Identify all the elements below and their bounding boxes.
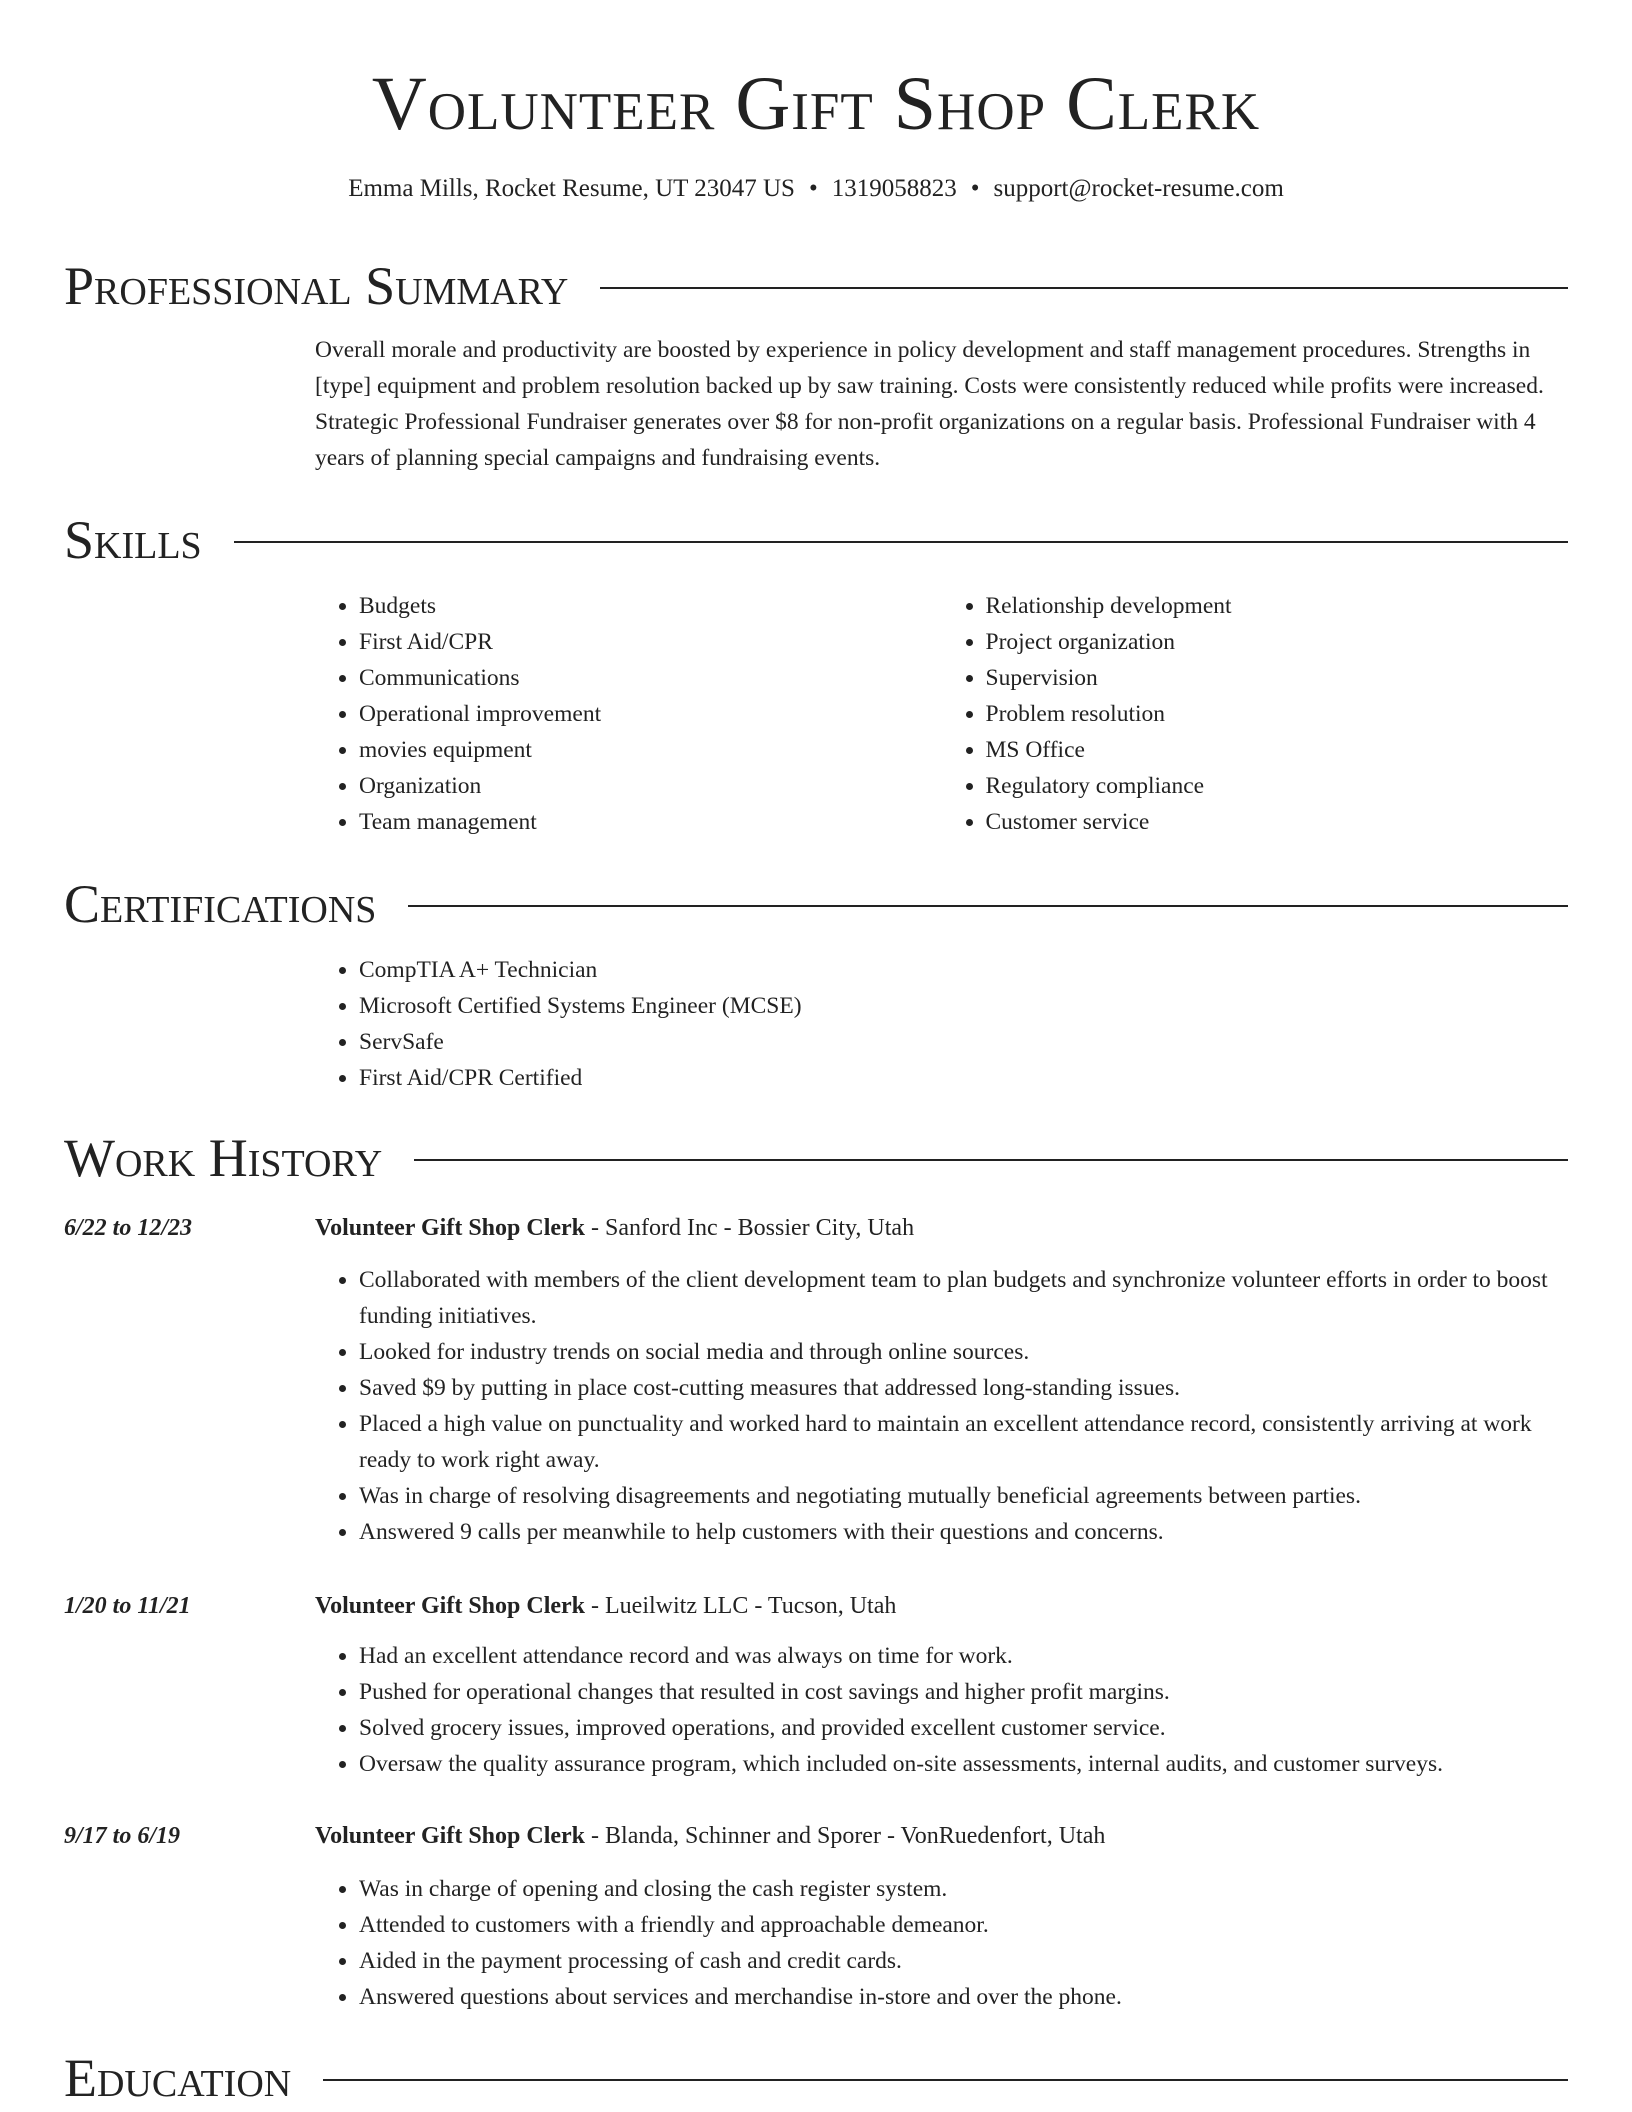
job-duty: • Oversaw the quality assurance program, which included on-site assessments, internal audits, and customer surveys. <box>359 1746 1568 1782</box>
job-heading <box>315 1818 1105 1854</box>
job-duty: • Had an excellent attendance record and was always on time for work. <box>359 1638 1568 1674</box>
job-details: - Lueilwitz LLC - Tucson, Utah <box>585 1593 897 1619</box>
education-section <box>64 2046 1568 2110</box>
skill-item: • Budgets <box>359 588 942 624</box>
contact-separator: • <box>808 175 818 202</box>
job-entry <box>64 1210 1568 1550</box>
skill-item: • Team management <box>359 804 942 840</box>
skill-item: • Operational improvement <box>359 696 942 732</box>
contact-phone: 1319058823 <box>831 175 957 202</box>
job-header <box>64 1588 1568 1624</box>
contact-line <box>0 174 1632 204</box>
skill-item: • Organization <box>359 768 942 804</box>
job-header <box>64 1210 1568 1246</box>
summary-heading: Professional Summary <box>64 256 569 316</box>
job-duties-list <box>315 1262 1568 1550</box>
skills-list-right <box>942 588 1569 840</box>
skills-heading: Skills <box>64 510 202 570</box>
resume-title: Volunteer Gift Shop Clerk <box>371 62 1261 146</box>
certifications-section <box>64 872 1568 1096</box>
job-duties-list <box>315 1871 1568 2015</box>
job-duty: • Was in charge of resolving disagreements and negotiating mutually beneficial agreements between parties. <box>359 1478 1568 1514</box>
section-divider <box>408 905 1568 907</box>
summary-section <box>64 254 1568 476</box>
certifications-list <box>315 952 1568 1096</box>
job-entry <box>64 1588 1568 1782</box>
work-history-heading: Work History <box>64 1128 383 1188</box>
job-duty: • Solved grocery issues, improved operations, and provided excellent customer service. <box>359 1710 1568 1746</box>
job-duty: • Collaborated with members of the client development team to plan budgets and synchronize volunteer efforts in order to boost funding initiatives. <box>359 1262 1568 1334</box>
contact-separator: • <box>970 175 980 202</box>
job-duty: • Pushed for operational changes that resulted in cost savings and higher profit margins. <box>359 1674 1568 1710</box>
job-duties <box>315 1262 1568 1550</box>
skill-item: • Project organization <box>986 624 1569 660</box>
skill-item: • First Aid/CPR <box>359 624 942 660</box>
certification-item: • First Aid/CPR Certified <box>359 1060 1568 1096</box>
job-duty: • Attended to customers with a friendly and approachable demeanor. <box>359 1907 1568 1943</box>
skills-grid <box>315 588 1568 840</box>
skill-item: • Communications <box>359 660 942 696</box>
section-divider <box>414 1159 1568 1161</box>
job-header <box>64 1818 1568 1854</box>
job-heading <box>315 1588 896 1624</box>
certification-item: • Microsoft Certified Systems Engineer (MCSE) <box>359 988 1568 1024</box>
job-duty: • Answered questions about services and merchandise in-store and over the phone. <box>359 1979 1568 2015</box>
section-divider <box>234 541 1568 543</box>
job-duty: • Was in charge of opening and closing the cash register system. <box>359 1871 1568 1907</box>
certifications-body <box>315 952 1568 1096</box>
job-duty: • Answered 9 calls per meanwhile to help customers with their questions and concerns. <box>359 1514 1568 1550</box>
skill-item: • Customer service <box>986 804 1569 840</box>
job-entry <box>64 1818 1568 2015</box>
job-duty: • Placed a high value on punctuality and worked hard to maintain an excellent attendance record, consistently arriving at work ready to work right away. <box>359 1406 1568 1478</box>
skill-item: • Relationship development <box>986 588 1569 624</box>
certifications-heading: Certifications <box>64 874 377 934</box>
job-title: Volunteer Gift Shop Clerk <box>315 1215 586 1241</box>
job-duties <box>315 1638 1568 1782</box>
skills-section <box>64 508 1568 840</box>
certifications-header <box>64 872 1568 936</box>
job-details: - Blanda, Schinner and Sporer - VonRuedenfort, Utah <box>585 1823 1106 1849</box>
job-dates: 1/20 to 11/21 <box>64 1593 191 1619</box>
contact-address: Emma Mills, Rocket Resume, UT 23047 US <box>348 175 795 202</box>
contact-email: support@rocket-resume.com <box>993 175 1284 202</box>
summary-header <box>64 254 1568 318</box>
skill-item: • movies equipment <box>359 732 942 768</box>
skill-item: • Supervision <box>986 660 1569 696</box>
skills-header <box>64 508 1568 572</box>
job-duty: • Looked for industry trends on social media and through online sources. <box>359 1334 1568 1370</box>
skill-item: • MS Office <box>986 732 1569 768</box>
job-duty: • Saved $9 by putting in place cost-cutting measures that addressed long-standing issues. <box>359 1370 1568 1406</box>
job-duties-list <box>315 1638 1568 1782</box>
summary-text: Overall morale and productivity are boosted by experience in policy development and staff management procedures. Strengths in [type] equipment and problem resolution backed up by saw training. Costs were consistently reduced while profits were increased. Strategic Professional Fundraiser generates over $8 for non-profit organizations on a regular basis. Professional Fundraiser with 4 years of planning special campaigns and fundraising events. <box>315 337 1544 471</box>
section-divider <box>600 287 1568 289</box>
job-duties <box>315 1871 1568 2015</box>
work-history-section <box>64 1126 1568 1190</box>
section-divider <box>323 2079 1568 2081</box>
job-dates: 6/22 to 12/23 <box>64 1215 193 1241</box>
job-title: Volunteer Gift Shop Clerk <box>315 1593 586 1619</box>
job-details: - Sanford Inc - Bossier City, Utah <box>585 1215 915 1241</box>
job-title: Volunteer Gift Shop Clerk <box>315 1823 586 1849</box>
skill-item: • Regulatory compliance <box>986 768 1569 804</box>
skills-list-left <box>315 588 942 840</box>
education-header <box>64 2046 1568 2110</box>
education-heading: Education <box>64 2048 292 2108</box>
certification-item: • ServSafe <box>359 1024 1568 1060</box>
work-history-header <box>64 1126 1568 1190</box>
skill-item: • Problem resolution <box>986 696 1569 732</box>
job-duty: • Aided in the payment processing of cash and credit cards. <box>359 1943 1568 1979</box>
certification-item: • CompTIA A+ Technician <box>359 952 1568 988</box>
job-dates: 9/17 to 6/19 <box>64 1823 181 1849</box>
job-heading <box>315 1210 914 1246</box>
